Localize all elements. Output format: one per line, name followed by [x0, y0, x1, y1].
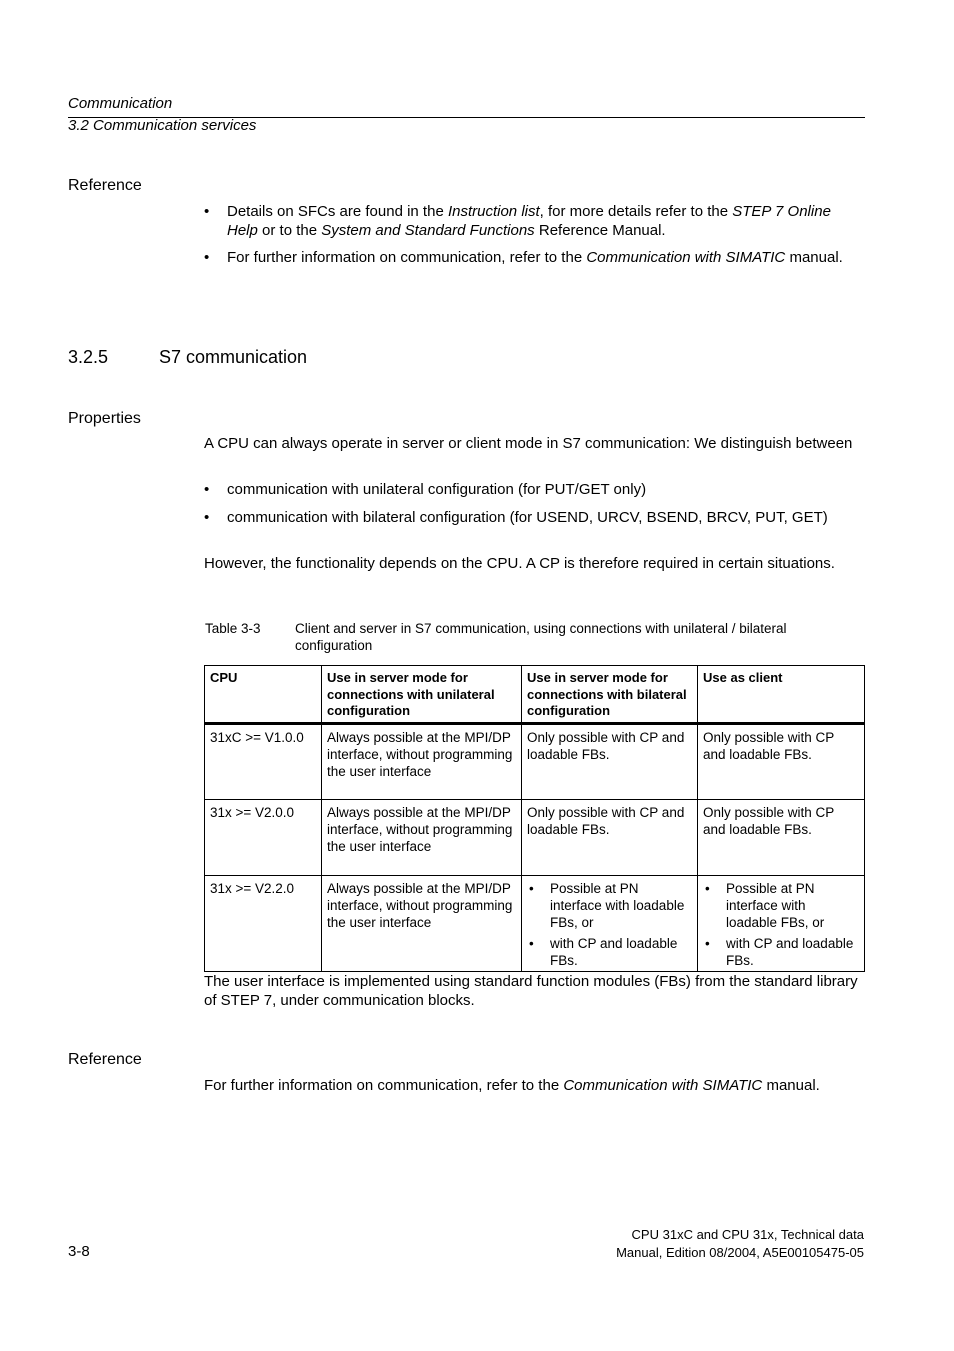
header-cpu: CPU: [205, 666, 322, 724]
properties-intro: A CPU can always operate in server or client mode in S7 communication: We distinguish between: [204, 435, 853, 452]
header-client: Use as client: [698, 666, 865, 724]
properties-outro: However, the functionality depends on the CPU. A CP is therefore required in certain situations.: [204, 555, 835, 572]
section-title: S7 communication: [159, 347, 308, 367]
footer-edition: Manual, Edition 08/2004, A5E00105475-05: [616, 1245, 864, 1260]
list-item: • Possible at PN interface with loadable FBs, or: [527, 880, 692, 931]
running-header-chapter: Communication: [68, 95, 173, 112]
list-item: • with CP and loadable FBs.: [527, 935, 692, 969]
table-caption-text: Client and server in S7 communication, using connections with unilateral / bilateral configuration: [295, 621, 787, 653]
table-row: [205, 875, 865, 971]
reference-bullet-communication: • For further information on communication, refer to the Communication with SIMATIC manual.: [204, 249, 844, 268]
step7-online-help-ref: STEP 7 Online Help: [227, 203, 831, 239]
communication-simatic-ref: Communication with SIMATIC: [586, 249, 786, 266]
cell-unilateral: Always possible at the MPI/DP interface, without programming the user interface: [322, 799, 522, 875]
table-row: [205, 723, 865, 799]
reference-bullet-sfc: • Details on SFCs are found in the Instruction list, for more details refer to the STEP 7 Online Help or to the System and Standard Functions Reference Manual.: [204, 203, 844, 240]
properties-bullet-list: [204, 481, 844, 536]
reference-paragraph-2: For further information on communication, refer to the Communication with SIMATIC manual.: [204, 1077, 820, 1094]
table-row: [205, 799, 865, 875]
cell-cpu: 31x >= V2.0.0: [205, 799, 322, 875]
list-item: • Possible at PN interface with loadable FBs, or: [703, 880, 859, 931]
cpu-communication-table: [204, 665, 865, 972]
section-number: 3.2.5: [68, 347, 109, 367]
table-caption-label: Table 3-3: [205, 621, 261, 636]
communication-simatic-ref: Communication with SIMATIC: [563, 1077, 763, 1094]
cell-client: [698, 875, 865, 971]
header-server-bilateral: Use in server mode for connections with bilateral configuration: [522, 666, 698, 724]
footer-document-title: CPU 31xC and CPU 31x, Technical data: [631, 1227, 864, 1242]
reference-heading-2: Reference: [68, 1051, 142, 1068]
cell-unilateral: Always possible at the MPI/DP interface, without programming the user interface: [322, 723, 522, 799]
cell-bilateral: [522, 875, 698, 971]
reference-heading: Reference: [68, 177, 142, 194]
list-item: • communication with unilateral configuration (for PUT/GET only): [204, 481, 844, 500]
properties-heading: Properties: [68, 410, 141, 427]
cell-cpu: 31xC >= V1.0.0: [205, 723, 322, 799]
header-server-unilateral: Use in server mode for connections with unilateral configuration: [322, 666, 522, 724]
list-item: • with CP and loadable FBs.: [703, 935, 859, 969]
cell-client: Only possible with CP and loadable FBs.: [698, 799, 865, 875]
page-number: 3-8: [68, 1243, 90, 1260]
cell-bilateral: Only possible with CP and loadable FBs.: [522, 799, 698, 875]
instruction-list-ref: Instruction list: [447, 203, 540, 220]
cell-cpu: 31x >= V2.2.0: [205, 875, 322, 971]
list-item: • communication with bilateral configuration (for USEND, URCV, BSEND, BRCV, PUT, GET): [204, 509, 844, 528]
cell-unilateral: Always possible at the MPI/DP interface, without programming the user interface: [322, 875, 522, 971]
cell-bilateral: Only possible with CP and loadable FBs.: [522, 723, 698, 799]
running-header-section: 3.2 Communication services: [68, 117, 257, 134]
cell-client: Only possible with CP and loadable FBs.: [698, 723, 865, 799]
reference-bullet-list: [204, 203, 844, 277]
user-interface-note: The user interface is implemented using standard function modules (FBs) from the standard library of STEP 7, under communication blocks.: [204, 973, 858, 1009]
table-header-row: [205, 666, 865, 724]
system-standard-functions-ref: System and Standard Functions: [321, 221, 535, 239]
